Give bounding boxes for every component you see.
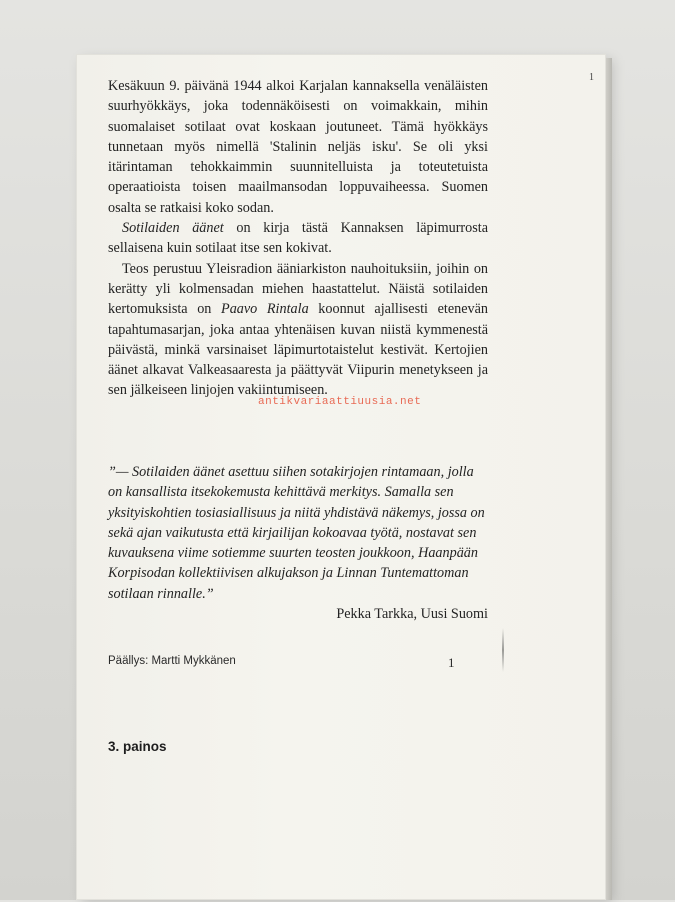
review-quote-text: ”— Sotilaiden äänet asettuu siihen sotakirjojen rintamaan, jolla on kansallista itsekokemusta kehittävä merkitys. Samalla sen yksityiskohtien tosiasiallisuus ja niitä yhdistävä näkemys, jossa on sekä ajan vaikutusta että kirjailijan kokoavaa työtä, nostavat sen kuvauksena viime sotiemme suurten teosten joukkoon, Haanpään Korpisodan kollektiivisen alkujakson ja Linnan Tuntemattoman sotilaan rinnalle.”: [108, 464, 485, 602]
blurb-paragraph-3-start: Teos perustuu Yleisradion ääniarkiston nauhoituksiin, joihin on kerätty yli kolmensadan miehen haastattelut. Näistä sotilaiden kertomuksista on: [108, 260, 488, 318]
review-attribution: Pekka Tarkka, Uusi Suomi: [336, 606, 488, 623]
cover-scratch: [502, 628, 504, 672]
watermark: antikvariaattiuusia.net: [258, 396, 422, 408]
page-edge: [606, 58, 612, 900]
blurb-paragraph-1: Kesäkuun 9. päivänä 1944 alkoi Karjalan kannaksella venäläisten suurhyökkäys, joka todennäköisesti on voimakkain, mihin suomalaiset sotilaat ovat koskaan joutuneet. Tämä hyökkäys tunnetaan myös nimellä 'Stalinin neljäs isku'. Se oli yksi itärintaman tehokkaimmin suunnitelluista ja toteutetuista operaatioista toisen maailmansodan loppuvaiheessa. Suomen osalta se ratkaisi koko sodan.: [108, 78, 488, 216]
blurb-paragraph-3-end: koonnut ajallisesti etenevän tapahtumasarjan, joka antaa yhtenäisen kuvan niistä kymmenestä päivästä, minkä varsinaiset läpimurtotaistelut kestivät. Kertojien äänet alkavat Valkeasaaresta ja päättyvät Viipurin menetykseen ja sen jälkeiseen linjojen vakiintumiseen.: [108, 301, 489, 399]
blurb-paragraph-3: [108, 259, 488, 401]
cover-credit: Päällys: Martti Mykkänen: [108, 655, 236, 667]
corner-mark: 1: [589, 72, 594, 83]
page-number: 1: [448, 655, 455, 670]
blurb-paragraph-2: [108, 218, 488, 259]
blurb-text: [108, 76, 488, 401]
book-title: Sotilaiden äänet: [122, 220, 224, 237]
blurb-paragraph-2-rest: on kirja tästä Kannaksen läpimurrosta sellaisena kuin sotilaat itse sen kokivat.: [108, 220, 488, 257]
review-quote: [108, 462, 488, 624]
author-name: Paavo Rintala: [221, 301, 309, 318]
edition-label: 3. painos: [108, 739, 167, 754]
